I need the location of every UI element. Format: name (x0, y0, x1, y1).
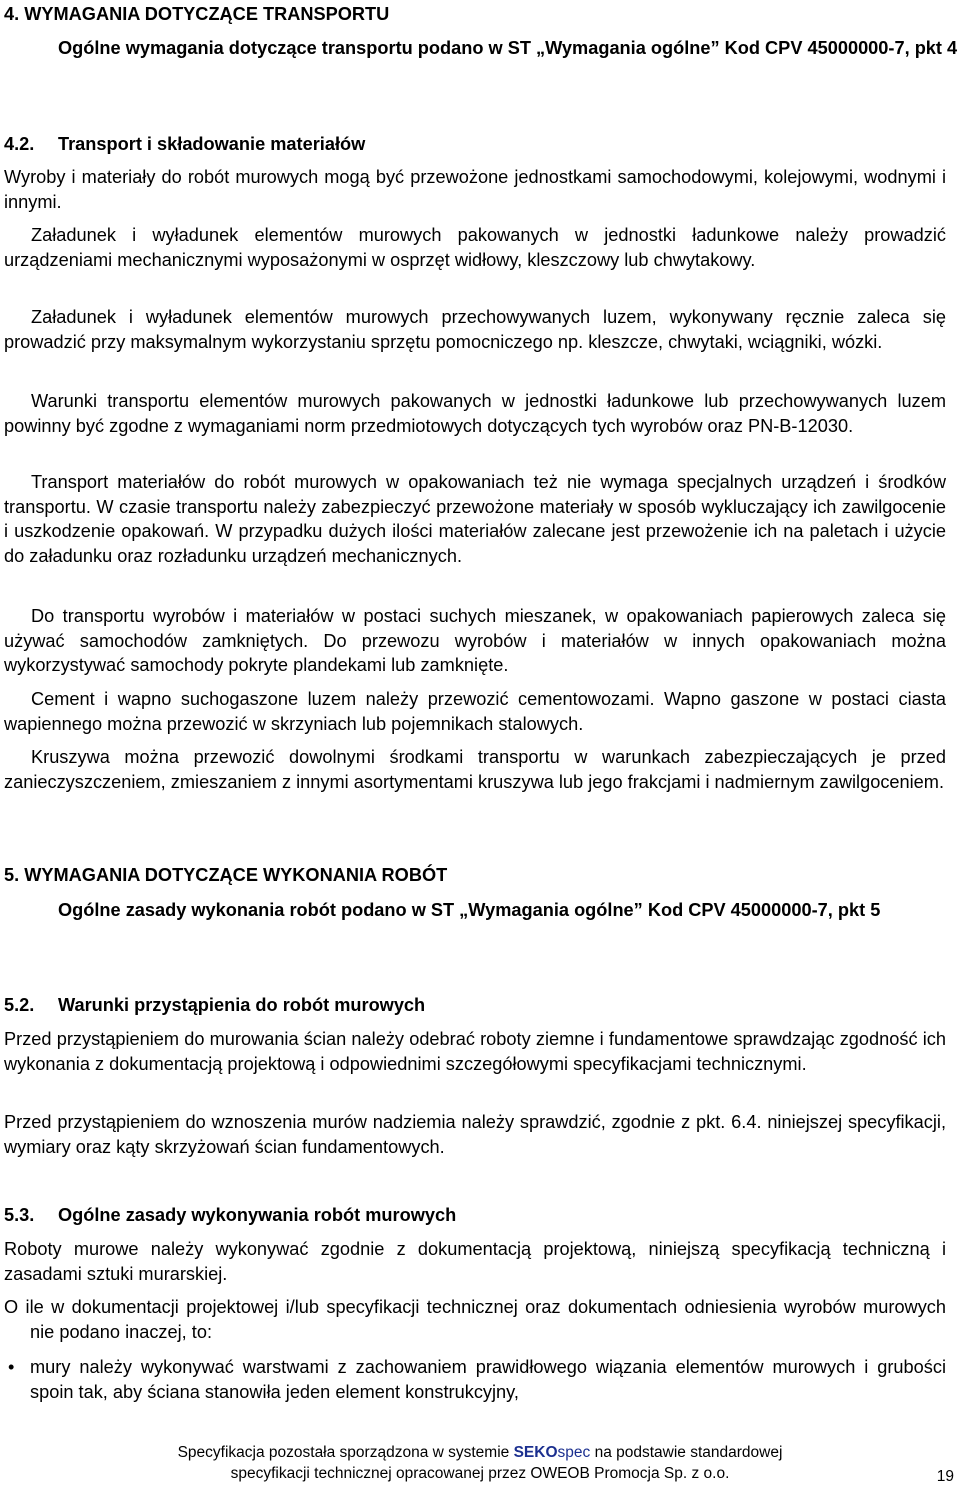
footer-line-1 (0, 1443, 960, 1462)
section-5-1 (4, 898, 960, 923)
page-number: 19 (936, 1468, 954, 1485)
section-5-heading: 5. WYMAGANIA DOTYCZĄCE WYKONANIA ROBÓT (4, 865, 448, 885)
footer-text: Specyfikacja pozostała sporządzona w systemie (177, 1444, 514, 1461)
paragraph: Do transportu wyrobów i materiałów w postaci suchych mieszanek, w opakowaniach papierowych zaleca się używać samochodów zamkniętych. Do przewozu wyrobów i materiałów w innych opakowaniach można wykorzystywać samochody pokryte plandekami lub zamknięte. (4, 606, 946, 676)
list-item-text: mury należy wykonywać warstwami z zachowaniem prawidłowego wiązania elementów murowych i grubości spoin tak, aby ściana stanowiła jeden element konstrukcyjny, (30, 1357, 946, 1402)
section-5-2-number: 5.2. (4, 995, 35, 1015)
list-item (4, 1355, 946, 1404)
paragraph: Załadunek i wyładunek elementów murowych pakowanych w jednostki ładunkowe należy prowadzić urządzeniami mechanicznymi wyposażonymi w osprzęt widłowy, kleszczowy lub chwytakowy. (4, 225, 946, 270)
section-5-3-heading (4, 1203, 946, 1228)
section-5-2-title: Warunki przystąpienia do robót murowych (58, 995, 426, 1015)
section-5-2-heading (4, 993, 946, 1018)
section-5-1-number (4, 898, 58, 923)
section-4-2-heading (4, 132, 946, 157)
footer-line-2: specyfikacji technicznej opracowanej przez OWEOB Promocja Sp. z o.o. (230, 1465, 730, 1482)
section-5-1-text: Ogólne zasady wykonania robót podano w ST „Wymagania ogólne” Kod CPV 45000000-7, pkt 5 (58, 900, 881, 920)
section-5-3-title: Ogólne zasady wykonywania robót murowych (58, 1205, 457, 1225)
section-4-heading: 4. WYMAGANIA DOTYCZĄCE TRANSPORTU (4, 4, 390, 24)
bullet-icon: • (8, 1357, 15, 1377)
paragraph: Roboty murowe należy wykonywać zgodnie z dokumentacją projektową, niniejszą specyfikacją techniczną i zasadami sztuki murarskiej. (4, 1239, 946, 1284)
paragraph: Transport materiałów do robót murowych w opakowaniach też nie wymaga specjalnych urządzeń i środków transportu. W czasie transportu należy zabezpieczyć przewożone materiały w sposób wykluczający ich zawilgocenie i uszkodzenie opakowań. W przypadku dużych ilości materiałów zalecane jest przewożenie ich na paletach i użycie do załadunku oraz rozładunku urządzeń mechanicznych. (4, 472, 946, 566)
paragraph: Cement i wapno suchogaszone luzem należy przewozić cementowozami. Wapno gaszone w postaci ciasta wapiennego można przewozić w skrzyniach lub pojemnikach stalowych. (4, 689, 946, 734)
paragraph: Przed przystąpieniem do murowania ścian należy odebrać roboty ziemne i fundamentowe sprawdzając zgodność ich wykonania z dokumentacją projektową i odpowiednimi szczegółowymi specyfikacjami technicznymi. (4, 1029, 946, 1074)
section-4-1 (4, 36, 960, 61)
footer-text: na podstawie standardowej (590, 1444, 783, 1461)
section-4-2-title: Transport i składowanie materiałów (58, 134, 366, 154)
section-4-2-number: 4.2. (4, 134, 35, 154)
paragraph: Kruszywa można przewozić dowolnymi środkami transportu w warunkach zabezpieczających je przed zanieczyszczeniem, zmieszaniem z innymi asortymentami kruszywa lub jego frakcjami i nadmiernym zawilgoceniem. (4, 747, 946, 792)
paragraph: Załadunek i wyładunek elementów murowych przechowywanych luzem, wykonywany ręcznie zaleca się prowadzić przy maksymalnym wykorzystaniu sprzętu pomocniczego np. kleszcze, chwytaki, wciągniki, wózki. (4, 307, 946, 352)
paragraph: Wyroby i materiały do robót murowych mogą być przewożone jednostkami samochodowymi, kolejowymi, wodnymi i innymi. (4, 167, 946, 212)
paragraph: Warunki transportu elementów murowych pakowanych w jednostki ładunkowe lub przechowywanych luzem powinny być zgodne z wymaganiami norm przedmiotowych dotyczących tych wyrobów oraz PN-B-12030. (4, 391, 946, 436)
brand-logo-seko: SEKO (513, 1444, 558, 1461)
paragraph: O ile w dokumentacji projektowej i/lub specyfikacji technicznej oraz dokumentach odniesienia wyrobów murowych nie podano inaczej, to: (4, 1297, 946, 1342)
section-5-3-number: 5.3. (4, 1205, 35, 1225)
brand-logo-spec: spec (557, 1444, 591, 1461)
section-4-1-text: Ogólne wymagania dotyczące transportu podano w ST „Wymagania ogólne” Kod CPV 45000000-7, pkt 4 (58, 38, 958, 58)
section-4-1-number (4, 36, 58, 61)
paragraph: Przed przystąpieniem do wznoszenia murów nadziemia należy sprawdzić, zgodnie z pkt. 6.4. niniejszej specyfikacji, wymiary oraz kąty skrzyżowań ścian fundamentowych. (4, 1112, 946, 1157)
